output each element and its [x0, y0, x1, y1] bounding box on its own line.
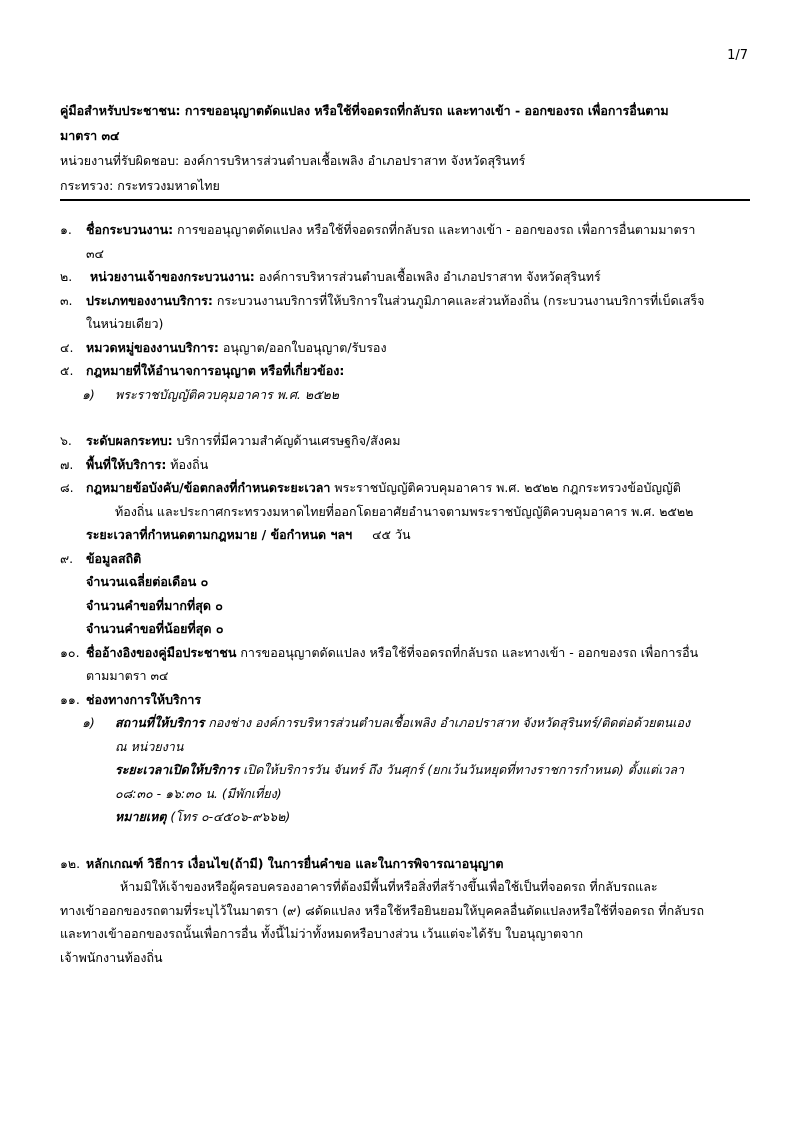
- document-title-line1: คู่มือสำหรับประชาชน: การขออนุญาตดัดแปลง หรือใช้ที่จอดรถที่กลับรถ และทางเข้า - ออกของรถ เพื่อการอื่นตาม: [60, 103, 669, 118]
- item-8: [60, 476, 754, 500]
- law-name: พระราชบัญญัติควบคุมอาคาร พ.ศ. ๒๕๒๒: [115, 386, 340, 402]
- item-number: ๒.: [60, 269, 73, 284]
- item-text: พระราชบัญญัติควบคุมอาคาร พ.ศ. ๒๕๒๒ กฎกระทรวงข้อบัญญัติ: [330, 480, 681, 495]
- place-text: กองช่าง องค์การบริหารส่วนตำบลเชื้อเพลิง อำเภอปราสาท จังหวัดสุรินทร์/ติดต่อด้วยตนเอง: [204, 715, 691, 730]
- item-1: [60, 218, 754, 242]
- item-label: ช่องทางการให้บริการ: [86, 691, 202, 707]
- item-label: พื้นที่ให้บริการ:: [86, 456, 167, 472]
- item-5: [60, 359, 754, 383]
- item-number: ๘.: [60, 480, 74, 495]
- item-11: [60, 688, 754, 712]
- item-number: ๑.: [60, 222, 72, 237]
- item-number: ๑๐.: [60, 644, 80, 660]
- document-body: [60, 218, 754, 969]
- item-6: [60, 429, 754, 453]
- item-number: ๔.: [60, 339, 74, 355]
- item-4: [60, 336, 754, 360]
- item-label: หมวดหมู่ของงานบริการ:: [86, 339, 219, 355]
- item-number: ๑๑.: [60, 691, 80, 707]
- header-divider: [60, 199, 750, 201]
- item-3: [60, 289, 754, 313]
- item-2: [60, 265, 754, 289]
- criteria-line-4: เจ้าพนักงานท้องถิ่น: [60, 949, 163, 965]
- hours-text: เปิดให้บริการวัน จันทร์ ถึง วันศุกร์ (ยกเว้นวันหยุดที่ทางราชการกำหนด) ตั้งแต่เวลา: [239, 762, 685, 777]
- ministry: กระทรวง: กระทรวงมหาดไทย: [60, 178, 220, 193]
- item-text: องค์การบริหารส่วนตำบลเชื้อเพลิง อำเภอปราสาท จังหวัดสุรินทร์: [254, 269, 601, 284]
- sub-number: ๑): [82, 715, 95, 730]
- service-hours: [60, 758, 754, 782]
- item-number: ๖.: [60, 433, 72, 448]
- hours-label: ระยะเวลาเปิดให้บริการ: [115, 762, 240, 777]
- item-7: [60, 453, 754, 477]
- item-label: หน่วยงานเจ้าของกระบวนงาน:: [89, 269, 255, 284]
- item-label: กฎหมายข้อบังคับ/ข้อตกลงที่กำหนดระยะเวลา: [86, 480, 331, 495]
- item-12: [60, 852, 754, 876]
- item-8-continued: ท้องถิ่น และประกาศกระทรวงมหาดไทยที่ออกโดยอาศัยอำนาจตามพระราชบัญญัติควบคุมอาคาร พ.ศ. ๒๕๒๒: [115, 503, 694, 519]
- item-9: [60, 547, 754, 571]
- item-1-continued: ๓๔: [86, 245, 105, 261]
- item-number: ๗.: [60, 456, 74, 472]
- item-10: [60, 641, 754, 665]
- note-label: หมายเหตุ: [115, 809, 167, 824]
- item-label: ชื่ออ้างอิงของคู่มือประชาชน: [86, 644, 237, 660]
- service-note: [60, 805, 754, 829]
- item-text: อนุญาต/ออกใบอนุญาต/รับรอง: [218, 339, 387, 355]
- criteria-line-1: ห้ามมิให้เจ้าของหรือผู้ครอบครองอาคารที่ต้องมีพื้นที่หรือสิ่งที่สร้างขึ้นเพื่อใช้เป็นที่จอดรถ ที่กลับรถและ: [120, 879, 658, 894]
- service-place-continued: ณ หน่วยงาน: [115, 738, 184, 754]
- document-title-line2: มาตรา ๓๔: [60, 128, 120, 143]
- item-label: หลักเกณฑ์ วิธีการ เงื่อนไข(ถ้ามี) ในการยื่นคำขอ และในการพิจารณาอนุญาต: [86, 855, 504, 871]
- item-label: กฎหมายที่ให้อำนาจการอนุญาต หรือที่เกี่ยวข้อง:: [86, 363, 345, 378]
- criteria-line-2: ทางเข้าออกของรถตามที่ระบุไว้ในมาตรา (๙) ๘ดัดแปลง หรือใช้หรือยินยอมให้บุคคลอื่นดัดแปลงหรือใช้ที่จอดรถ ที่กลับรถ: [60, 902, 705, 918]
- item-10-continued: ตามมาตรา ๓๔: [86, 668, 169, 683]
- note-text: (โทร ๐-๔๕๐๖-๙๖๖๒): [166, 809, 291, 824]
- item-3-continued: ในหน่วยเดียว): [86, 316, 164, 331]
- item-number: ๓.: [60, 292, 73, 308]
- item-number: ๕.: [60, 363, 74, 378]
- period-value: ๔๕ วัน: [372, 527, 411, 542]
- item-label: ประเภทของงานบริการ:: [86, 292, 213, 308]
- sub-number: ๑): [82, 386, 95, 402]
- period-label: ระยะเวลาที่กำหนดตามกฎหมาย / ข้อกำหนด ฯลฯ: [86, 527, 353, 542]
- criteria-line-3: และทางเข้าออกของรถนั้นเพื่อการอื่น ทั้งนี้ไม่ว่าทั้งหมดหรือบางส่วน เว้นแต่จะได้รับ ใบอนุญาตจาก: [60, 926, 584, 941]
- service-place: [60, 711, 754, 735]
- document-header: [60, 98, 750, 198]
- item-label: ข้อมูลสถิติ: [86, 550, 142, 566]
- page-number: 1/7: [727, 48, 748, 63]
- item-label: ชื่อกระบวนงาน:: [86, 222, 174, 237]
- item-8-period: [60, 523, 754, 547]
- stat-average: จำนวนเฉลี่ยต่อเดือน ๐: [86, 574, 209, 589]
- responsible-agency: หน่วยงานที่รับผิดชอบ: องค์การบริหารส่วนตำบลเชื้อเพลิง อำเภอปราสาท จังหวัดสุรินทร์: [60, 153, 526, 168]
- item-text: บริการที่มีความสำคัญด้านเศรษฐกิจ/สังคม: [172, 433, 401, 448]
- item-label: ระดับผลกระทบ:: [86, 433, 173, 448]
- item-text: กระบวนงานบริการที่ให้บริการในส่วนภูมิภาคและส่วนท้องถิ่น (กระบวนงานบริการที่เบ็ดเสร็จ: [212, 292, 705, 308]
- service-hours-continued: ๐๘:๓๐ - ๑๖:๓๐ น. (มีพักเที่ยง): [115, 785, 282, 801]
- item-number: ๑๒.: [60, 855, 81, 871]
- item-text: การขออนุญาตดัดแปลง หรือใช้ที่จอดรถที่กลับรถ และทางเข้า - ออกของรถ เพื่อการอื่น: [236, 644, 699, 660]
- place-label: สถานที่ให้บริการ: [115, 715, 205, 730]
- item-text: ท้องถิ่น: [166, 456, 209, 472]
- stat-min: จำนวนคำขอที่น้อยที่สุด ๐: [86, 621, 224, 636]
- item-text: การขออนุญาตดัดแปลง หรือใช้ที่จอดรถที่กลับรถ และทางเข้า - ออกของรถ เพื่อการอื่นตามมาตรา: [173, 222, 696, 237]
- item-5-law-1: [60, 383, 754, 407]
- item-number: ๙.: [60, 550, 74, 566]
- stat-max: จำนวนคำขอที่มากที่สุด ๐: [86, 597, 223, 613]
